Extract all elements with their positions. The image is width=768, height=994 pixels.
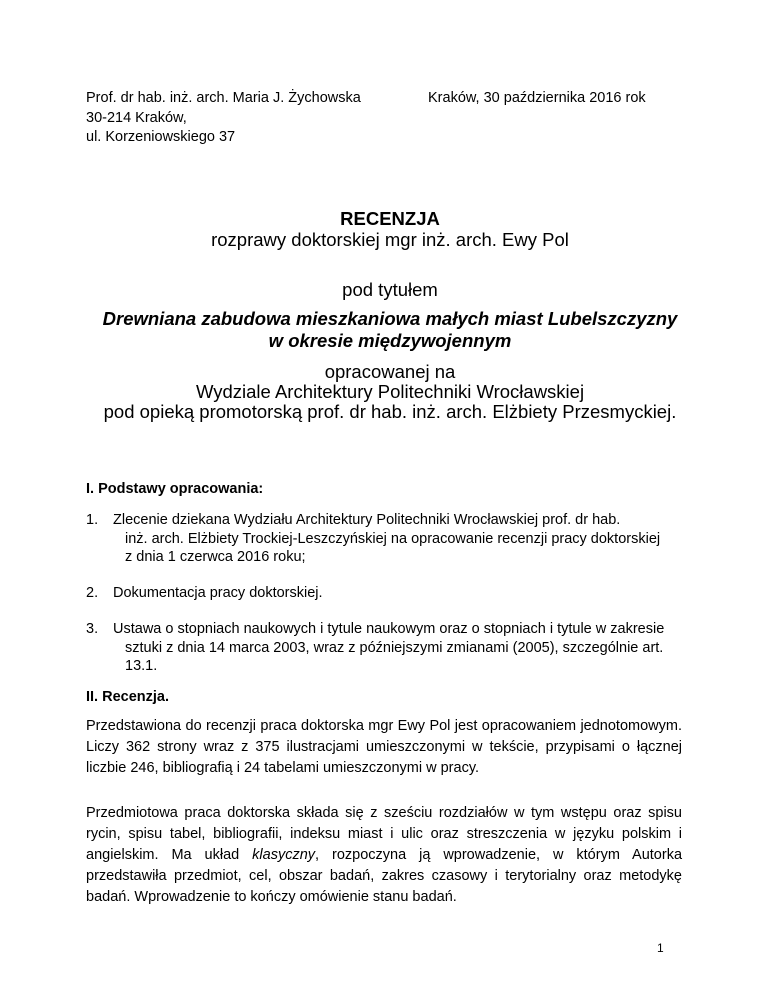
sender-address	[86, 89, 361, 148]
list-item-line: z dnia 1 czerwca 2016 roku;	[125, 549, 306, 565]
document-title: RECENZJA	[340, 208, 440, 229]
list-item-line: Dokumentacja pracy doktorskiej.	[113, 585, 323, 601]
list-item	[86, 584, 686, 603]
list-item-line: sztuki z dnia 14 marca 2003, wraz z późniejszymi zmianami (2005), szczególnie art.	[125, 639, 664, 656]
paragraph-1: Przedstawiona do recenzji praca doktorska mgr Ewy Pol jest opracowaniem jednotomowym. Liczy 362 strony wraz z 375 ilustracjami umieszczonymi w tekście, przypisami o łącznej liczbie 246, bibliografią i 24 tabelami umieszczonymi w pracy.	[86, 718, 682, 776]
prepared-at	[86, 362, 694, 422]
list-item-line: 13.1.	[125, 658, 158, 674]
thesis-title-line-1: Drewniana zabudowa mieszkaniowa małych miast Lubelszczyzny	[102, 308, 678, 329]
place-and-date: Kraków, 30 października 2016 rok	[428, 90, 646, 106]
list-item-line: inż. arch. Elżbiety Trockiej-Leszczyńskiej na opracowanie recenzji pracy doktorskiej	[125, 530, 661, 547]
section-1-heading: I. Podstawy opracowania:	[86, 481, 264, 497]
list-item-text	[86, 511, 686, 567]
paragraph-2-end: , rozpoczyna ją wprowadzenie, w którym Autorka przedstawiła przedmiot, cel, obszar badań, zakres czasowy i terytorialny oraz metodykę badań. Wprowadzenie to kończy omówienie stanu badań.	[86, 847, 683, 905]
prepared-at-line-2: Wydziale Architektury Politechniki Wrocławskiej	[195, 381, 585, 402]
document-subtitle: rozprawy doktorskiej mgr inż. arch. Ewy Pol	[211, 229, 569, 250]
list-item-number: 1.	[86, 512, 99, 528]
sender-name: Prof. dr hab. inż. arch. Maria J. Żychowska	[86, 90, 361, 106]
list-item	[86, 620, 686, 676]
paragraph-2-start: Przedmiotowa praca doktorska składa się z sześciu rozdziałów w tym wstępu oraz spisu rycin, spisu tabel, bibliografii, indeksu miast i ulic oraz streszczenia w języku polskim i angielskim. Ma układ	[86, 805, 682, 863]
thesis-title-line-2: w okresie międzywojennym	[268, 330, 512, 351]
sender-street: ul. Korzeniowskiego 37	[86, 129, 236, 145]
prepared-at-line-1: opracowanej na	[324, 361, 456, 382]
list-item-number: 2.	[86, 585, 99, 601]
list-item-line: Ustawa o stopniach naukowych i tytule naukowym oraz o stopniach i tytule w zakresie	[113, 621, 665, 637]
list-item-number: 3.	[86, 621, 99, 637]
thesis-title	[86, 308, 694, 352]
paragraph-2-italic: klasyczny	[252, 847, 316, 863]
prepared-at-line-3: pod opieką promotorską prof. dr hab. inż. arch. Elżbiety Przesmyckiej.	[103, 401, 677, 422]
sender-postal-code: 30-214 Kraków,	[86, 109, 187, 126]
list-item-line: Zlecenie dziekana Wydziału Architektury Politechniki Wrocławskiej prof. dr hab.	[113, 512, 621, 528]
list-item	[86, 511, 686, 567]
under-title-label: pod tytułem	[342, 279, 438, 300]
list-item-text	[86, 620, 686, 676]
paragraph-2	[86, 803, 682, 908]
section-2-heading: II. Recenzja.	[86, 689, 170, 705]
page-number: 1	[657, 941, 664, 955]
list-item-text	[86, 584, 686, 603]
